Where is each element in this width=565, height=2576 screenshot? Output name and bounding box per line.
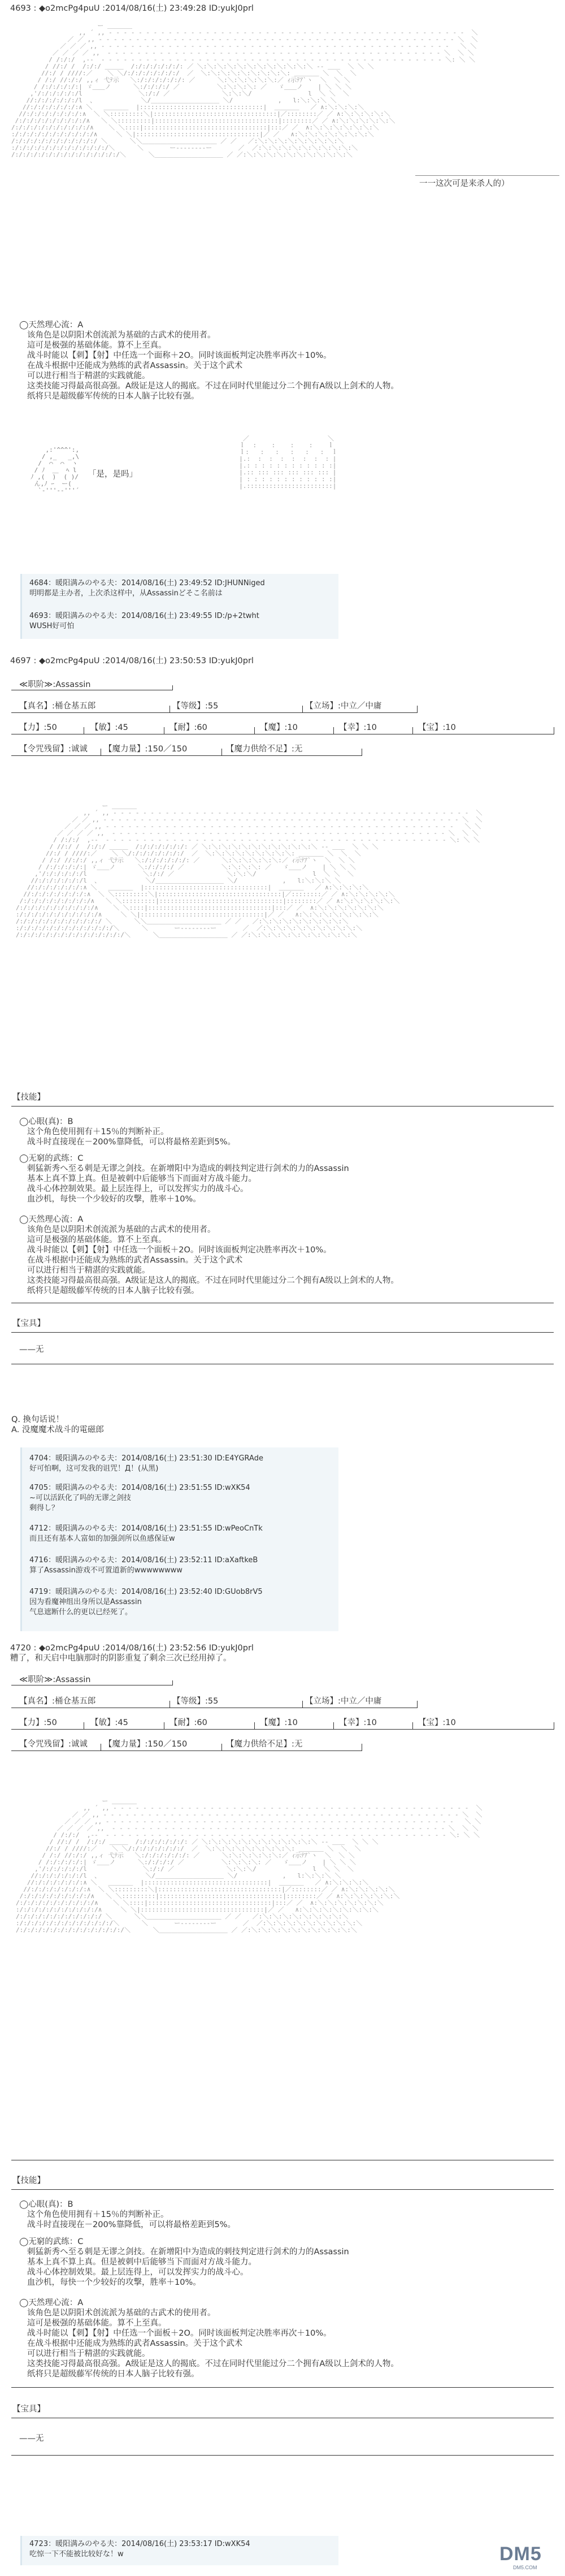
- skill-title: ◯心眼(真)：B: [19, 2200, 73, 2209]
- status-tick: [169, 706, 170, 713]
- skill-line: 刺猛新秀へ至る刺是无谬之剑技。在新增阳中为造成的刺技判定进行剑术的力的Assassin: [27, 1164, 349, 1173]
- face-speech: 「是，是吗」: [88, 470, 137, 479]
- skill-line: 这类技能习得最高很高强。A级证是这人的揭底。不过在同时代里能过分二个拥有A级以上剑术的人物。: [27, 2359, 399, 2368]
- skill-title: ◯心眼(真)：B: [19, 1117, 73, 1126]
- skill-line: 血沙机，每快一个少较好的攻撃，胜率＋10%。: [27, 1195, 201, 1204]
- skill-line: 刺猛新秀へ至る刺是无谬之剑技。在新增阳中为造成的刺技判定进行剑术的力的Assassin: [27, 2247, 349, 2257]
- skill-line: 可以进行相当于精湛的实践就能。: [27, 1266, 150, 1275]
- status-str: 【力】:50: [19, 1718, 57, 1727]
- skill-line: 战斗时能以【刺】【射】中任选一个面板＋2O。同时该面板判定决胜率再次＋10%。: [27, 1246, 332, 1255]
- status-rule: [11, 712, 417, 713]
- skill-line: 這可是极强的基础体能。算不上至真。: [27, 341, 167, 350]
- status-level: 【等级】:55: [172, 702, 219, 711]
- status-tick: [172, 685, 173, 690]
- skill-title: ◯无窮的武练：C: [19, 1154, 84, 1163]
- reply-body: ~可以活跃化了吗的无谬之剑技: [29, 1494, 131, 1502]
- status-mana-insufficient: 【魔力供给不足】:无: [226, 745, 303, 754]
- reply-body: 明明都是主办者，上次杀这样中，从Assassinどそこ名前は: [29, 589, 223, 598]
- reply-header: 4719：暖阳满みのやる夫：2014/08/16(土) 23:52:40 ID:GUob8rV5: [29, 1588, 263, 1596]
- section-rule: [11, 1106, 554, 1107]
- skill-line: 這可是极强的基础体能。算不上至真。: [27, 2319, 167, 2328]
- skill-line: 可以进行相当于精湛的实践就能。: [27, 371, 150, 381]
- status-luck: 【幸】:10: [339, 723, 377, 732]
- qa-answer: A. 没魔魔术战斗的電磁郎: [11, 1425, 104, 1434]
- status-tick: [333, 1722, 334, 1730]
- status-tick: [333, 727, 334, 734]
- status-tick: [172, 1680, 173, 1685]
- post-body: 糟了，和天启中电脑那时的阴影重复了剩余三次已经用掉了。: [10, 1654, 232, 1663]
- status-true-name: 【真名】:桶仓基五郎: [19, 1697, 96, 1706]
- status-class: ≪职阶≫:Assassin: [19, 680, 91, 689]
- section-rule: [11, 2189, 554, 2190]
- skill-line: 该角色是以阴阳术创流派为基础的古武术的使用者。: [27, 331, 216, 340]
- reply-body: 剩得し？: [29, 1504, 59, 1512]
- reply-body: 因为看魔神组出身所以是Assassin: [29, 1598, 142, 1606]
- skill-line: 可以进行相当于精湛的实践就能。: [27, 2349, 150, 2358]
- logo-subtext: DM5.COM: [513, 2565, 537, 2570]
- status-np: 【宝】:10: [418, 1718, 456, 1727]
- ascii-art-character: ー ＿＿＿＿ ,, ´ ,, ‐ ‐ ‐ ‐ ‐ ‐ ‐ ‐ ‐ ‐ ‐ ‐ ‐ ‐ ‐ ‐ ‐ ‐ ‐ ‐ ‐ ‐ ‐ ‐ ‐ ‐ ‐ ‐ ‐ ‐ ‐ ‐ ‐ ‐ ‐ ‐ ‐ ‐ ‐ ‐ ‐ ‐ ‐ ‐ ‐ ‐ ‐ ‐ ＼ ／ ／ ,, ‐ ‐ ‐ ‐ ‐ ‐ ‐ ‐ ‐ ‐ ‐ ‐ ‐ ‐ ‐ ‐ ‐ ‐ ‐ ‐ ‐ ‐ ‐ ‐ ‐ ‐ ‐ ‐ ‐ ‐ ‐ ‐ ‐ ‐ ‐ ‐ ‐ ‐ ‐ ‐ ‐ ‐ ‐ ‐ ‐ ‐ ‐ ‐ ＼ ＼ ／ ／ ／ ,, ‐ ‐ ‐ ‐ ‐ ‐ ‐ ‐ ‐ ‐ ‐ ‐ ‐ ‐ ‐ ‐ ‐ ‐ ‐ ‐ ‐ ‐ ‐ ‐ ‐ ‐ ‐ ‐ ‐ ‐ ‐ ‐ ‐ ‐ ‐ ‐ ‐ ‐ ‐ ‐ ‐ ‐ ‐ ‐ ‐ ‐ ‐ ＼ ＼ ／ ／ ／ ／ ,, ‐ ‐ ‐ ‐ ‐ ‐ ‐ ‐ ‐ ‐ ‐ ‐ ‐ ‐ ‐ ‐ ‐ ‐ ‐ ‐ ‐ ‐ ‐ ‐ ‐ ‐ ‐ ‐ ‐ ‐ ‐ ‐ ‐ ‐ ‐ ‐ ‐ ‐ ‐ ‐ ‐ ‐ ‐ ‐ ‐ ＼ ＼ ＼ / /:/:/ ,-‐ ‐ ‐ ‐ ‐ ‐ ‐ ‐ ‐ ‐ ‐ ‐ ‐ ‐ ‐ ‐ ‐ ‐ ‐ ‐ ‐ ‐ ‐ ‐ ‐ ‐ ‐ ‐ ‐ ‐ ‐ ‐ ‐ ‐ ‐ ‐ ‐ ‐ ‐ ‐ ‐ ‐ ‐ ‐ ‐ ‐ ‐ ＼: ＼ ＼ / //:/ / /:/:/ ＿＿＿ /:/:/:/:/:/:/: ／ ＼:＼:＼:＼:＼:＼:＼:＼:＼:＼:＼:＼ ‐‐ ＿＿ ＼ ＼ ＼ //:/ / ////:／ ＼ ＼/:/:/:/:/:/:/:/ ／ ＼:＼:＼:＼:＼:＼:＼:＼:＼: ＿＿＿＿ ＼ ＼ ＼ / /:/ //:/:/ ,,ィ 弋ﾃ示 ＼:/:/:/:/:/:/: ／ ＼:＼:＼:＼:＼:＼:／ ｨ示ﾃｱ`ヽ ＼ ＼ ＼ / /:/:/:/:/:| ゞ＿＿ノ ＼:/:/:/:/ ／ ＼:＼:＼:＼: ／ ゞ＿＿ノ | ＼ ＼ ＼ ,'/:/:/:/:/:/l ＼:/:/ ／ ＼:＼:＼/ l ＼ ＼ ＼ //:/:/:/:/:/:/l 、 ＼/＿＿＿＿＿＿＿＿＿＿＿ ＼/ , l:＼:＼:＼ ＼ //:/:/:/:/:/:/:∧ ＼ ＿＿＿＿ |:::::::::::::::::::::::::::::::::| ＿＿＿＿ ／ ∧:＼:＼:＼:＼ //:/:/:/:/:/:/:/:∧ ＼ ＼:::::::::＼|:::::::::::::::::::::::::::::::::|／::::::::／ ／ ∧:＼:＼:＼:＼:＼ /:/:/:/:/:/:/:/:/:/∧ ＼ ＼:::::::::|:::::::::::::::::::::::::::::::::|::::::::／ ／ ∧:＼:＼:＼:＼:＼:＼ /:/:/:/:/:/:/:/:/:/:/∧ ＼ ＼::::|:::::::::::::::::::::::::::::::::|:::／ ／ ∧:＼:＼:＼:＼:＼:＼:＼ :/:/:/:/:/:/:/:/:/:/:/∧ ＼ ＼|:::::::::::::::::::::::::::::::::|／ ／ ∧:＼:＼:＼:＼:＼:＼:＼:＼ /:/:/:/:/:/:/:/:/:/:/:/ ＼ ＼＼＿＿＿＿＿＿＿＿＿＿＿＿ ／ ／ ／:＼:＼:＼:＼:＼:＼:＼:＼:＼ :/:/:/:/:/:/:/:/:/:/:/:/:/＼ ＼ ー‐‐‐‐‐‐‐‐ー ／ ／:＼:＼:＼:＼:＼:＼:＼:＼:＼:＼ /:/:/:/:/:/:/:/:/:/:/:/:/:/:/＼ ＼＿＿＿＿＿＿＿＿＿＿＿ ／ ／:＼:＼:＼:＼:＼:＼:＼:＼:＼:＼:＼: [16, 1797, 483, 1934]
- skill-line: 战斗时直接现在－200%靠降低，可以将最格差距到5%。: [27, 2220, 236, 2229]
- skill-line: 纸将只是超级藤军传统的日本人脑子比较有强。: [27, 2370, 199, 2379]
- reply-header: 4716：暖阳满みのやる夫：2014/08/16(土) 23:52:11 ID:aXaftkeB: [29, 1556, 258, 1564]
- status-tick: [221, 749, 222, 756]
- skill-line: 在战斗根据中还能成为熟练的武者Assassin。关于这个武术: [27, 361, 243, 370]
- np-value: ——无: [19, 1345, 44, 1354]
- status-command-spell: 【令咒残留】:诚诚: [19, 745, 88, 754]
- skill-line: 战斗心体控制效果。最上层连得上，可以发挥实力的战斗心。: [27, 1185, 249, 1194]
- status-end: 【耐】:60: [169, 723, 207, 732]
- status-level: 【等级】:55: [172, 1697, 219, 1706]
- skill-line: 纸将只是超级藤军传统的日本人脑子比较有强。: [27, 1286, 199, 1295]
- status-mag: 【魔】:10: [260, 723, 298, 732]
- status-tick: [417, 1701, 418, 1708]
- skill-line: 这个角色使用拥有＋15％的判断补正。: [27, 1127, 169, 1136]
- reply-header: 4712：暖阳满みのやる夫：2014/08/16(土) 23:51:55 ID:wPeoCnTk: [29, 1524, 263, 1533]
- reply-header: 4684：暖阳满みのやる夫：2014/08/16(土) 23:49:52 ID:JHUNNiged: [29, 579, 265, 587]
- status-str: 【力】:50: [19, 723, 57, 732]
- skill-title: ◯天然理心流：A: [19, 321, 84, 330]
- status-tick: [302, 1701, 303, 1708]
- skills-label: 【技能】: [12, 2176, 45, 2185]
- skill-line: 這可是极强的基础体能。算不上至真。: [27, 1235, 167, 1244]
- status-luck: 【幸】:10: [339, 1718, 377, 1727]
- skill-line: 在战斗根据中还能成为熟练的武者Assassin。关于这个武术: [27, 2339, 243, 2348]
- site-logo: [496, 2543, 558, 2570]
- section-rule: [11, 2455, 554, 2456]
- skill-line: 该角色是以阴阳术创流派为基础的古武术的使用者。: [27, 1225, 216, 1234]
- status-command-spell: 【令咒残留】:诚诚: [19, 1740, 88, 1749]
- status-tick: [417, 706, 418, 713]
- post-header: 4697 : ◆o2mcPg4puU :2014/08/16(土) 23:50:53 ID:yukJ0prl: [10, 656, 254, 665]
- skill-line: 战斗时直接现在－200%靠降低，可以将最格差距到5%。: [27, 1138, 236, 1147]
- status-tick: [412, 727, 413, 734]
- status-tick: [254, 727, 255, 734]
- reply-body: 气息遮断什么的更以已经死了。: [29, 1608, 133, 1617]
- np-value: ——无: [19, 2434, 44, 2443]
- status-tick: [412, 1722, 413, 1730]
- np-label: 【宝具】: [12, 2405, 45, 2414]
- status-mana-insufficient: 【魔力供给不足】:无: [226, 1740, 303, 1749]
- section-rule: [11, 1332, 554, 1333]
- skill-title: ◯无窮的武练：C: [19, 2237, 84, 2246]
- ascii-art-character: ー ＿＿＿＿ ,, ´ ,, ‐ ‐ ‐ ‐ ‐ ‐ ‐ ‐ ‐ ‐ ‐ ‐ ‐ ‐ ‐ ‐ ‐ ‐ ‐ ‐ ‐ ‐ ‐ ‐ ‐ ‐ ‐ ‐ ‐ ‐ ‐ ‐ ‐ ‐ ‐ ‐ ‐ ‐ ‐ ‐ ‐ ‐ ‐ ‐ ‐ ‐ ‐ ‐ ＼ ／ ／ ,, ‐ ‐ ‐ ‐ ‐ ‐ ‐ ‐ ‐ ‐ ‐ ‐ ‐ ‐ ‐ ‐ ‐ ‐ ‐ ‐ ‐ ‐ ‐ ‐ ‐ ‐ ‐ ‐ ‐ ‐ ‐ ‐ ‐ ‐ ‐ ‐ ‐ ‐ ‐ ‐ ‐ ‐ ‐ ‐ ‐ ‐ ‐ ‐ ＼ ＼ ／ ／ ／ ,, ‐ ‐ ‐ ‐ ‐ ‐ ‐ ‐ ‐ ‐ ‐ ‐ ‐ ‐ ‐ ‐ ‐ ‐ ‐ ‐ ‐ ‐ ‐ ‐ ‐ ‐ ‐ ‐ ‐ ‐ ‐ ‐ ‐ ‐ ‐ ‐ ‐ ‐ ‐ ‐ ‐ ‐ ‐ ‐ ‐ ‐ ‐ ＼ ＼ ／ ／ ／ ／ ,, ‐ ‐ ‐ ‐ ‐ ‐ ‐ ‐ ‐ ‐ ‐ ‐ ‐ ‐ ‐ ‐ ‐ ‐ ‐ ‐ ‐ ‐ ‐ ‐ ‐ ‐ ‐ ‐ ‐ ‐ ‐ ‐ ‐ ‐ ‐ ‐ ‐ ‐ ‐ ‐ ‐ ‐ ‐ ‐ ‐ ＼ ＼ ＼ / /:/:/ ,-‐ ‐ ‐ ‐ ‐ ‐ ‐ ‐ ‐ ‐ ‐ ‐ ‐ ‐ ‐ ‐ ‐ ‐ ‐ ‐ ‐ ‐ ‐ ‐ ‐ ‐ ‐ ‐ ‐ ‐ ‐ ‐ ‐ ‐ ‐ ‐ ‐ ‐ ‐ ‐ ‐ ‐ ‐ ‐ ‐ ‐ ‐ ＼: ＼ ＼ / //:/ / /:/:/ ＿＿＿ /:/:/:/:/:/:/: ／ ＼:＼:＼:＼:＼:＼:＼:＼:＼:＼:＼:＼ ‐‐ ＿＿ ＼ ＼ ＼ //:/ / ////:／ ＼ ＼/:/:/:/:/:/:/:/ ／ ＼:＼:＼:＼:＼:＼:＼:＼:＼: ＿＿＿＿ ＼ ＼ ＼ / /:/ //:/:/ ,,ィ 弋ﾃ示 ＼:/:/:/:/:/:/: ／ ＼:＼:＼:＼:＼:＼:／ ｨ示ﾃｱ`ヽ ＼ ＼ ＼ / /:/:/:/:/:| ゞ＿＿ノ ＼:/:/:/:/ ／ ＼:＼:＼:＼: ／ ゞ＿＿ノ | ＼ ＼ ＼ ,'/:/:/:/:/:/l ＼:/:/ ／ ＼:＼:＼/ l ＼ ＼ ＼ //:/:/:/:/:/:/l 、 ＼/＿＿＿＿＿＿＿＿＿＿＿ ＼/ , l:＼:＼:＼ ＼ //:/:/:/:/:/:/:∧ ＼ ＿＿＿＿ |:::::::::::::::::::::::::::::::::| ＿＿＿＿ ／ ∧:＼:＼:＼:＼ //:/:/:/:/:/:/:/:∧ ＼ ＼:::::::::＼|:::::::::::::::::::::::::::::::::|／::::::::／ ／ ∧:＼:＼:＼:＼:＼ /:/:/:/:/:/:/:/:/:/∧ ＼ ＼:::::::::|:::::::::::::::::::::::::::::::::|::::::::／ ／ ∧:＼:＼:＼:＼:＼:＼ /:/:/:/:/:/:/:/:/:/:/∧ ＼ ＼::::|:::::::::::::::::::::::::::::::::|:::／ ／ ∧:＼:＼:＼:＼:＼:＼:＼ :/:/:/:/:/:/:/:/:/:/:/∧ ＼ ＼|:::::::::::::::::::::::::::::::::|／ ／ ∧:＼:＼:＼:＼:＼:＼:＼:＼ /:/:/:/:/:/:/:/:/:/:/:/ ＼ ＼＼＿＿＿＿＿＿＿＿＿＿＿＿ ／ ／ ／:＼:＼:＼:＼:＼:＼:＼:＼:＼ :/:/:/:/:/:/:/:/:/:/:/:/:/＼ ＼ ー‐‐‐‐‐‐‐‐ー ／ ／:＼:＼:＼:＼:＼:＼:＼:＼:＼:＼ /:/:/:/:/:/:/:/:/:/:/:/:/:/:/＼ ＼＿＿＿＿＿＿＿＿＿＿＿ ／ ／:＼:＼:＼:＼:＼:＼:＼:＼:＼:＼:＼: [11, 22, 478, 158]
- skills-label: 【技能】: [12, 1093, 45, 1102]
- skill-line: 战斗时能以【刺】【射】中任选一个面称＋2O。同时该面板判定决胜率再次＋10%。: [27, 351, 332, 360]
- reply-body: WUSH好可怕: [29, 622, 75, 630]
- status-agi: 【敏】:45: [90, 723, 128, 732]
- status-tick: [169, 1701, 170, 1708]
- status-tick: [254, 1722, 255, 1730]
- status-rule: [11, 1729, 554, 1730]
- skill-line: 血沙机，每快一个少较好的攻撃，胜率＋10%。: [27, 2278, 201, 2287]
- reply-body: 算了Assassin游戏不可置道新的wwwwwwww: [29, 1566, 182, 1575]
- skill-line: 该角色是以阴阳术创流派为基础的古武术的使用者。: [27, 2309, 216, 2318]
- np-label: 【宝具】: [12, 1319, 45, 1328]
- skill-line: 在战斗根据中还能成为熟练的武者Assassin。关于这个武术: [27, 1256, 243, 1265]
- status-tick: [221, 1744, 222, 1751]
- skill-title: ◯天然理心流：A: [19, 1215, 84, 1224]
- ascii-art-background: ／ ＼ ｌ : : : : ｌ ｌ: : : : : : ｌ |.: : : : : : : : | |.: : : : : : : : : : : :| |.:: ::: ::: ::: ::: ::: | | : : : : : : : : : : : :| |.:::::::::::::::::::::::|: [239, 435, 338, 490]
- reply-header: 4705：暖阳满みのやる夫：2014/08/16(土) 23:51:55 ID:wXK54: [29, 1484, 250, 1492]
- status-agi: 【敏】:45: [90, 1718, 128, 1727]
- skill-title: ◯天然理心流：A: [19, 2298, 84, 2307]
- speech-line: 一一这次可是来杀人的）: [419, 179, 510, 188]
- skill-line: 战斗心体控制效果。最上层连得上，可以发挥实力的战斗心。: [27, 2268, 249, 2277]
- reply-body: 吃惊一下不能被比较好な！w: [29, 2550, 124, 2558]
- section-rule: [11, 2387, 554, 2388]
- status-tick: [302, 706, 303, 713]
- skill-line: 战斗时能以【刺】【射】中任选一个面板＋2O。同时该面板判定决胜率再次＋10%。: [27, 2329, 332, 2338]
- logo-text: DM5: [499, 2543, 542, 2565]
- skill-line: 纸将只是超级藤军传统的日本人脑子比较有强。: [27, 392, 199, 401]
- skill-line: 基本上真不算上真。但是被刺中后能够当下而面对方战斗能力。: [27, 2258, 257, 2267]
- reply-body: 好可怕啊，这可发我的诅咒！Д！(从黑): [29, 1464, 159, 1473]
- skill-line: 这个角色使用拥有＋15％的判断补正。: [27, 2210, 169, 2219]
- status-rule: [11, 755, 362, 756]
- ascii-art-character: ー ＿＿＿＿ ,, ´ ,, ‐ ‐ ‐ ‐ ‐ ‐ ‐ ‐ ‐ ‐ ‐ ‐ ‐ ‐ ‐ ‐ ‐ ‐ ‐ ‐ ‐ ‐ ‐ ‐ ‐ ‐ ‐ ‐ ‐ ‐ ‐ ‐ ‐ ‐ ‐ ‐ ‐ ‐ ‐ ‐ ‐ ‐ ‐ ‐ ‐ ‐ ‐ ‐ ＼ ／ ／ ,, ‐ ‐ ‐ ‐ ‐ ‐ ‐ ‐ ‐ ‐ ‐ ‐ ‐ ‐ ‐ ‐ ‐ ‐ ‐ ‐ ‐ ‐ ‐ ‐ ‐ ‐ ‐ ‐ ‐ ‐ ‐ ‐ ‐ ‐ ‐ ‐ ‐ ‐ ‐ ‐ ‐ ‐ ‐ ‐ ‐ ‐ ‐ ‐ ＼ ＼ ／ ／ ／ ,, ‐ ‐ ‐ ‐ ‐ ‐ ‐ ‐ ‐ ‐ ‐ ‐ ‐ ‐ ‐ ‐ ‐ ‐ ‐ ‐ ‐ ‐ ‐ ‐ ‐ ‐ ‐ ‐ ‐ ‐ ‐ ‐ ‐ ‐ ‐ ‐ ‐ ‐ ‐ ‐ ‐ ‐ ‐ ‐ ‐ ‐ ‐ ＼ ＼ ／ ／ ／ ／ ,, ‐ ‐ ‐ ‐ ‐ ‐ ‐ ‐ ‐ ‐ ‐ ‐ ‐ ‐ ‐ ‐ ‐ ‐ ‐ ‐ ‐ ‐ ‐ ‐ ‐ ‐ ‐ ‐ ‐ ‐ ‐ ‐ ‐ ‐ ‐ ‐ ‐ ‐ ‐ ‐ ‐ ‐ ‐ ‐ ‐ ＼ ＼ ＼ / /:/:/ ,-‐ ‐ ‐ ‐ ‐ ‐ ‐ ‐ ‐ ‐ ‐ ‐ ‐ ‐ ‐ ‐ ‐ ‐ ‐ ‐ ‐ ‐ ‐ ‐ ‐ ‐ ‐ ‐ ‐ ‐ ‐ ‐ ‐ ‐ ‐ ‐ ‐ ‐ ‐ ‐ ‐ ‐ ‐ ‐ ‐ ‐ ‐ ＼: ＼ ＼ / //:/ / /:/:/ ＿＿＿ /:/:/:/:/:/:/: ／ ＼:＼:＼:＼:＼:＼:＼:＼:＼:＼:＼:＼ ‐‐ ＿＿ ＼ ＼ ＼ //:/ / ////:／ ＼ ＼/:/:/:/:/:/:/:/ ／ ＼:＼:＼:＼:＼:＼:＼:＼:＼: ＿＿＿＿ ＼ ＼ ＼ / /:/ //:/:/ ,,ィ 弋ﾃ示 ＼:/:/:/:/:/:/: ／ ＼:＼:＼:＼:＼:＼:／ ｨ示ﾃｱ`ヽ ＼ ＼ ＼ / /:/:/:/:/:| ゞ＿＿ノ ＼:/:/:/:/ ／ ＼:＼:＼:＼: ／ ゞ＿＿ノ | ＼ ＼ ＼ ,'/:/:/:/:/:/l ＼:/:/ ／ ＼:＼:＼/ l ＼ ＼ ＼ //:/:/:/:/:/:/l 、 ＼/＿＿＿＿＿＿＿＿＿＿＿ ＼/ , l:＼:＼:＼ ＼ //:/:/:/:/:/:/:∧ ＼ ＿＿＿＿ |:::::::::::::::::::::::::::::::::| ＿＿＿＿ ／ ∧:＼:＼:＼:＼ //:/:/:/:/:/:/:/:∧ ＼ ＼:::::::::＼|:::::::::::::::::::::::::::::::::|／::::::::／ ／ ∧:＼:＼:＼:＼:＼ /:/:/:/:/:/:/:/:/:/∧ ＼ ＼:::::::::|:::::::::::::::::::::::::::::::::|::::::::／ ／ ∧:＼:＼:＼:＼:＼:＼ /:/:/:/:/:/:/:/:/:/:/∧ ＼ ＼::::|:::::::::::::::::::::::::::::::::|:::／ ／ ∧:＼:＼:＼:＼:＼:＼:＼ :/:/:/:/:/:/:/:/:/:/:/∧ ＼ ＼|:::::::::::::::::::::::::::::::::|／ ／ ∧:＼:＼:＼:＼:＼:＼:＼:＼ /:/:/:/:/:/:/:/:/:/:/:/ ＼ ＼＼＿＿＿＿＿＿＿＿＿＿＿＿ ／ ／ ／:＼:＼:＼:＼:＼:＼:＼:＼:＼ :/:/:/:/:/:/:/:/:/:/:/:/:/＼ ＼ ー‐‐‐‐‐‐‐‐ー ／ ／:＼:＼:＼:＼:＼:＼:＼:＼:＼:＼ /:/:/:/:/:/:/:/:/:/:/:/:/:/:/＼ ＼＿＿＿＿＿＿＿＿＿＿＿ ／ ／:＼:＼:＼:＼:＼:＼:＼:＼:＼:＼:＼: [16, 802, 483, 939]
- post-header: 4720 : ◆o2mcPg4puU :2014/08/16(土) 23:52:56 ID:yukJ0prl: [10, 1644, 254, 1653]
- ascii-small-face: ,:'^^^':, / ,_ _,\ / ⌒ ⌒ ヽ / ﾉ ＿ ﾍ l ﾉ ,( ) ( )/ ん,ﾉ ｰ ー( `-'''--'''´: [31, 446, 80, 494]
- skill-line: 这类技能习得最高很高强。A级证是这人的揭底。不过在同时代里能过分二个拥有A级以上剑术的人物。: [27, 1276, 399, 1285]
- status-true-name: 【真名】:桶仓基五郎: [19, 702, 96, 711]
- status-mana: 【魔力量】:150／150: [104, 1740, 188, 1749]
- post-header: 4693 : ◆o2mcPg4puU :2014/08/16(土) 23:49:28 ID:yukJ0prl: [10, 4, 254, 13]
- status-alignment: 【立场】:中立／中庸: [305, 702, 382, 711]
- reply-header: 4723：暖阳满みのやる夫：2014/08/16(土) 23:53:17 ID:wXK54: [29, 2540, 250, 2548]
- qa-question: Q. 換句话说！: [11, 1415, 64, 1424]
- reply-header: 4693：暖阳满みのやる夫：2014/08/16(土) 23:49:55 ID:/p+2twht: [29, 612, 259, 620]
- status-mag: 【魔】:10: [260, 1718, 298, 1727]
- skill-line: 基本上真不算上真。但是被刺中后能够当下而面对方战斗能力。: [27, 1174, 257, 1183]
- status-end: 【耐】:60: [169, 1718, 207, 1727]
- skill-line: 这类技能习得最高很高强。A级证是这人的揭底。不过在同时代里能过分二个拥有A级以上剑术的人物。: [27, 382, 399, 391]
- reply-body: 而且还有基本人富如的加强剑所以鱼感保证w: [29, 1535, 175, 1543]
- status-mana: 【魔力量】:150／150: [104, 745, 188, 754]
- reply-header: 4704：暖阳满みのやる夫：2014/08/16(土) 23:51:30 ID:E4YGRAde: [29, 1454, 263, 1463]
- status-alignment: 【立场】:中立／中庸: [305, 1697, 382, 1706]
- status-np: 【宝】:10: [418, 723, 456, 732]
- speech-divider: [415, 175, 559, 176]
- status-class: ≪职阶≫:Assassin: [19, 1675, 91, 1684]
